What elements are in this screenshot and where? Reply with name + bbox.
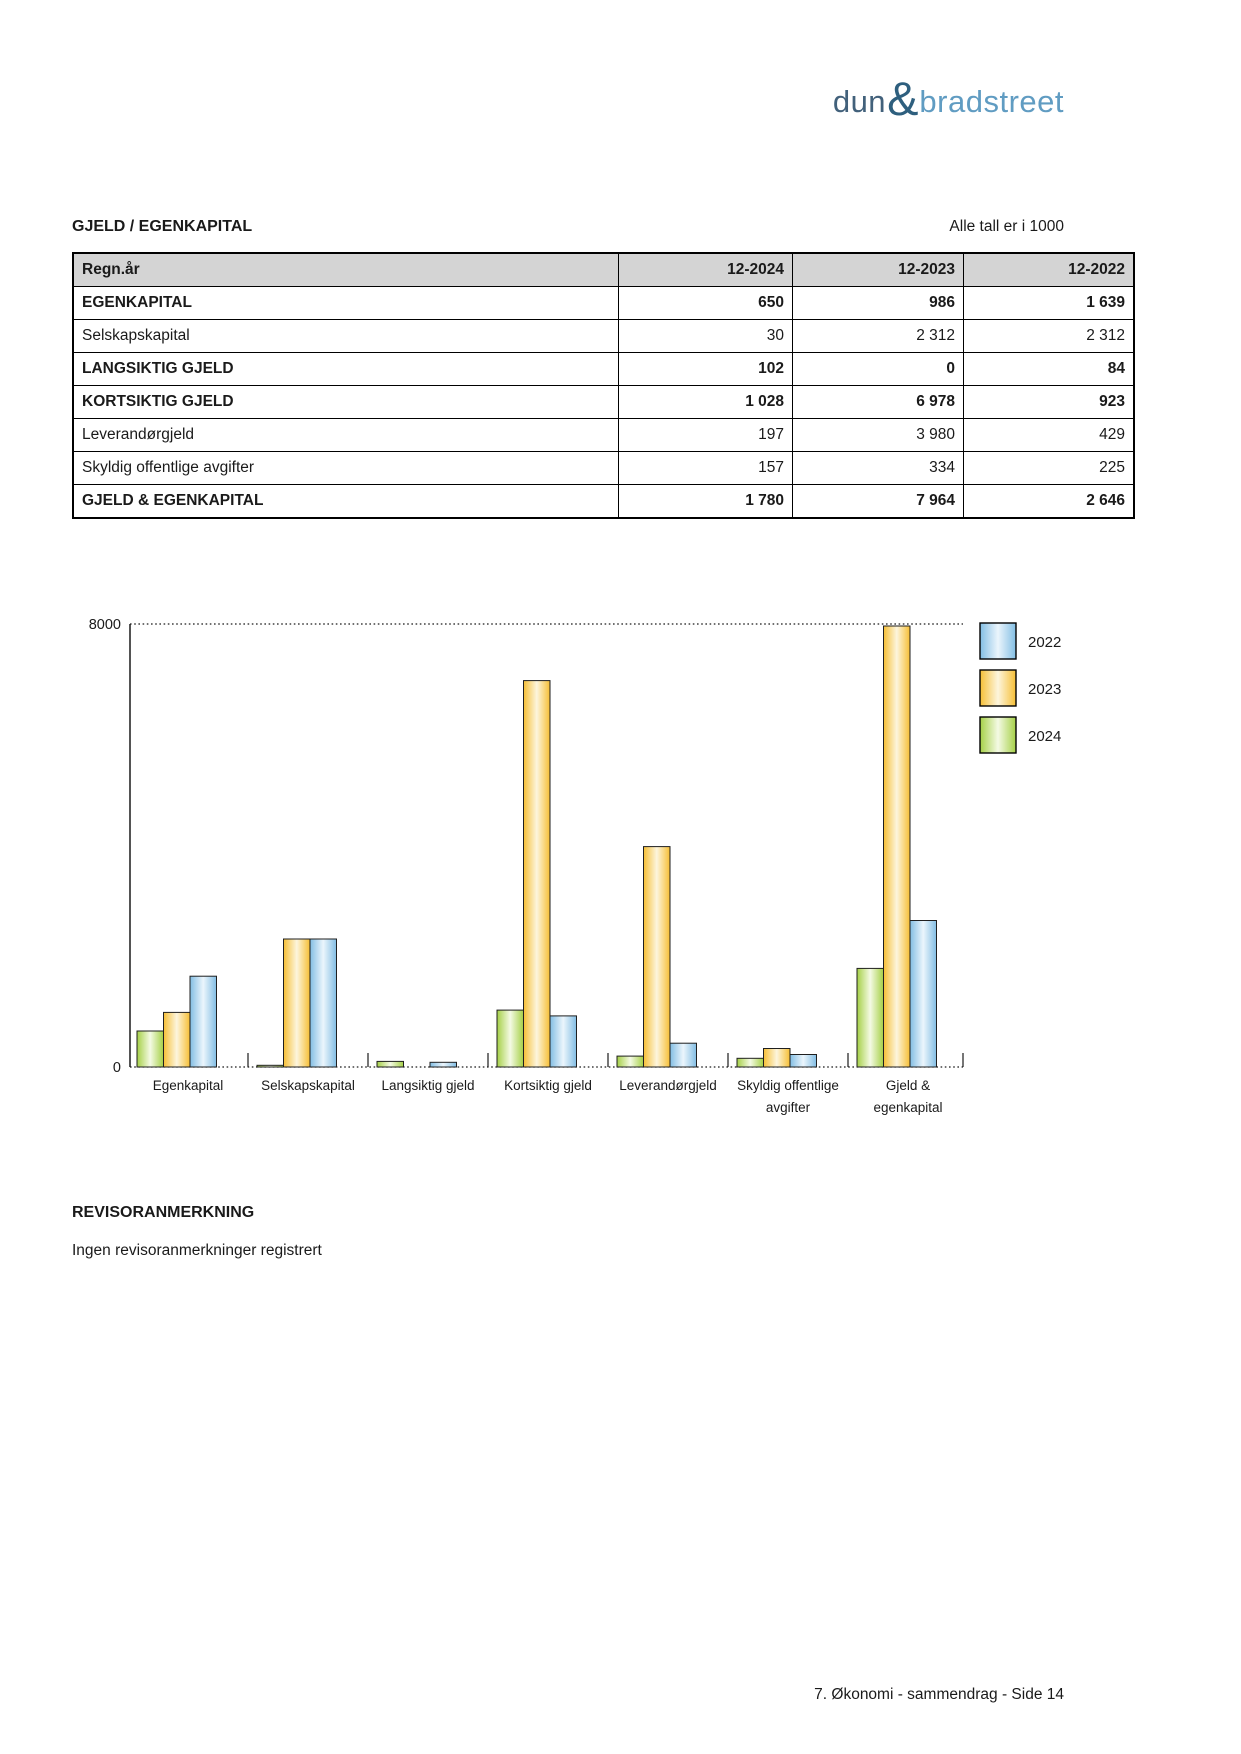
row-value: 157 bbox=[619, 452, 793, 485]
legend-swatch-2024 bbox=[980, 717, 1016, 753]
unit-note: Alle tall er i 1000 bbox=[949, 218, 1064, 235]
row-value: 986 bbox=[793, 287, 964, 320]
row-value: 334 bbox=[793, 452, 964, 485]
chart-bar-2023 bbox=[644, 847, 671, 1067]
row-value: 1 780 bbox=[619, 485, 793, 519]
chart-bar-2022 bbox=[910, 921, 937, 1068]
chart-bar-2022 bbox=[550, 1016, 577, 1067]
chart-bar-2022 bbox=[430, 1062, 457, 1067]
logo-text-bradstreet: bradstreet bbox=[919, 84, 1064, 119]
x-category-label: avgifter bbox=[765, 1100, 811, 1115]
chart-bar-2022 bbox=[190, 976, 217, 1067]
row-label: Skyldig offentlige avgifter bbox=[73, 452, 619, 485]
chart-bar-2022 bbox=[670, 1043, 697, 1067]
y-tick-label: 8000 bbox=[88, 617, 121, 633]
legend-label: 2023 bbox=[1028, 681, 1062, 698]
row-label: Leverandørgjeld bbox=[73, 419, 619, 452]
row-value: 225 bbox=[964, 452, 1135, 485]
row-value: 84 bbox=[964, 353, 1135, 386]
row-value: 1 028 bbox=[619, 386, 793, 419]
section-title: GJELD / EGENKAPITAL bbox=[72, 218, 253, 235]
chart-bar-2024 bbox=[257, 1065, 284, 1067]
row-value: 2 312 bbox=[964, 320, 1135, 353]
x-category-label: Langsiktig gjeld bbox=[381, 1078, 475, 1093]
row-value: 650 bbox=[619, 287, 793, 320]
legend-label: 2022 bbox=[1028, 634, 1062, 651]
x-category-label: Skyldig offentlige bbox=[737, 1078, 839, 1093]
chart-bar-2022 bbox=[790, 1055, 817, 1068]
chart-bar-2024 bbox=[617, 1056, 644, 1067]
logo-text-dun: dun bbox=[832, 84, 887, 119]
chart-bar-2022 bbox=[310, 939, 337, 1067]
chart-bar-2024 bbox=[737, 1058, 764, 1067]
column-header: Regn.år bbox=[73, 253, 619, 287]
legend-swatch-2023 bbox=[980, 670, 1016, 706]
chart-bar-2024 bbox=[497, 1010, 524, 1067]
row-value: 2 646 bbox=[964, 485, 1135, 519]
row-value: 0 bbox=[793, 353, 964, 386]
ampersand-icon: & bbox=[887, 72, 919, 125]
x-category-label: egenkapital bbox=[873, 1100, 943, 1115]
x-category-label: Kortsiktig gjeld bbox=[504, 1078, 592, 1093]
row-value: 429 bbox=[964, 419, 1135, 452]
row-value: 30 bbox=[619, 320, 793, 353]
legend-label: 2024 bbox=[1028, 728, 1062, 745]
chart-bar-2023 bbox=[284, 939, 311, 1067]
chart-bar-2024 bbox=[377, 1061, 404, 1067]
row-label: LANGSIKTIG GJELD bbox=[73, 353, 619, 386]
revisor-heading: REVISORANMERKNING bbox=[72, 1204, 255, 1221]
row-value: 923 bbox=[964, 386, 1135, 419]
column-header: 12-2022 bbox=[964, 253, 1135, 287]
row-label: KORTSIKTIG GJELD bbox=[73, 386, 619, 419]
y-tick-label: 0 bbox=[112, 1060, 121, 1076]
row-label: EGENKAPITAL bbox=[73, 287, 619, 320]
chart-bar-2024 bbox=[857, 968, 884, 1067]
x-category-label: Selskapskapital bbox=[261, 1078, 355, 1093]
chart-bar-2024 bbox=[137, 1031, 164, 1067]
column-header: 12-2024 bbox=[619, 253, 793, 287]
chart-bar-2023 bbox=[164, 1012, 191, 1067]
row-value: 2 312 bbox=[793, 320, 964, 353]
row-value: 1 639 bbox=[964, 287, 1135, 320]
x-category-label: Egenkapital bbox=[152, 1078, 224, 1093]
row-label: Selskapskapital bbox=[73, 320, 619, 353]
column-header: 12-2023 bbox=[793, 253, 964, 287]
row-value: 102 bbox=[619, 353, 793, 386]
page-footer: 7. Økonomi - sammendrag - Side 14 bbox=[814, 1686, 1064, 1703]
x-category-label: Leverandørgjeld bbox=[619, 1078, 717, 1093]
chart-bar-2023 bbox=[524, 681, 551, 1067]
row-label: GJELD & EGENKAPITAL bbox=[73, 485, 619, 519]
legend-swatch-2022 bbox=[980, 623, 1016, 659]
x-category-label: Gjeld & bbox=[885, 1078, 931, 1093]
chart-bar-2023 bbox=[764, 1049, 791, 1068]
row-value: 3 980 bbox=[793, 419, 964, 452]
chart-bar-2023 bbox=[884, 626, 911, 1067]
row-value: 6 978 bbox=[793, 386, 964, 419]
revisor-text: Ingen revisoranmerkninger registrert bbox=[72, 1242, 322, 1259]
row-value: 197 bbox=[619, 419, 793, 452]
row-value: 7 964 bbox=[793, 485, 964, 519]
